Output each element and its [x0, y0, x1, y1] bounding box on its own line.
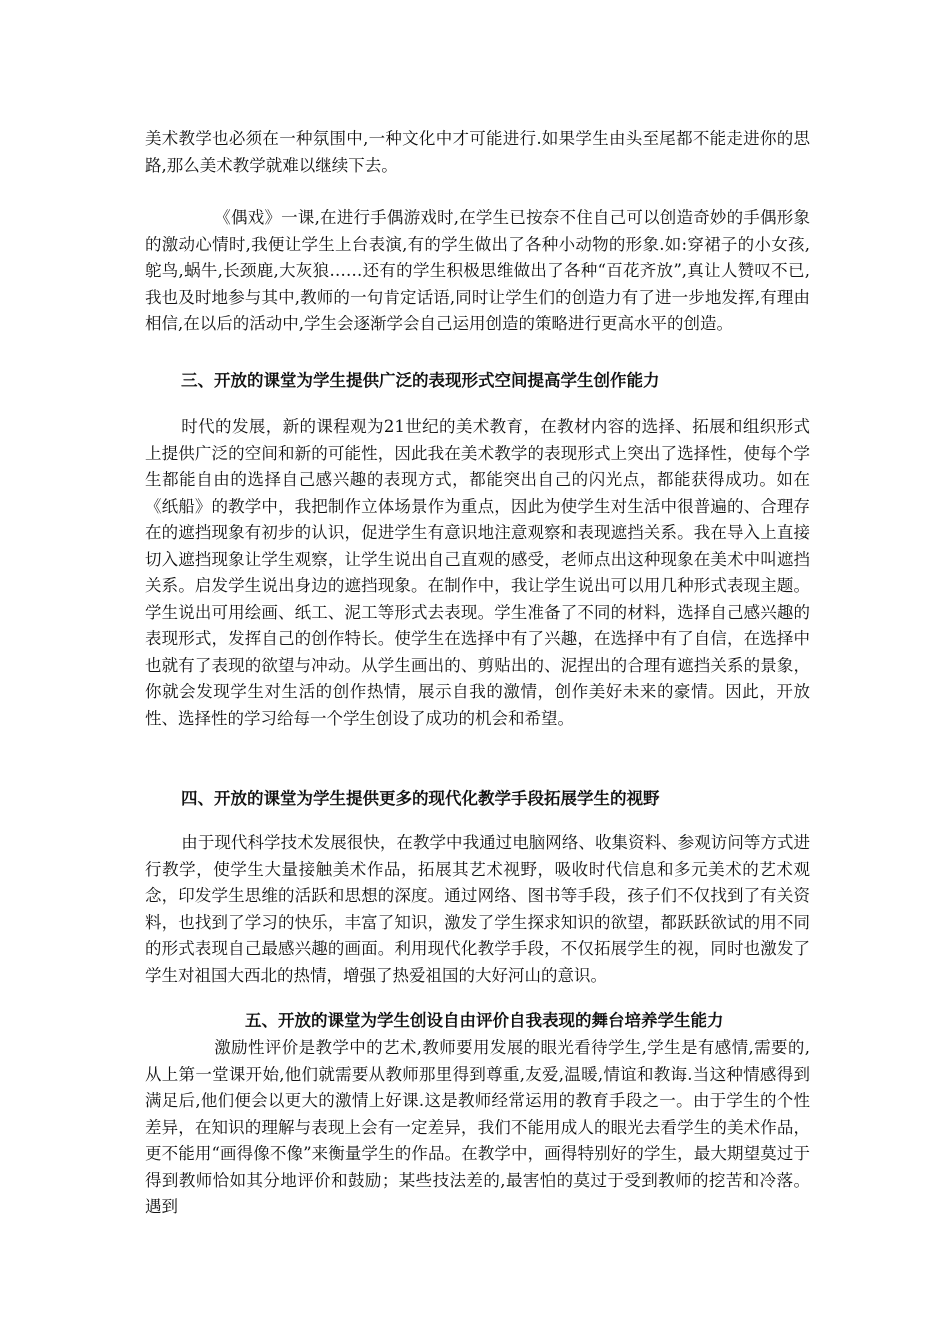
section-heading-4: 四、开放的课堂为学生提供更多的现代化教学手段拓展学生的视野: [181, 789, 660, 808]
paragraph-section-4: 由于现代科学技术发展很快，在教学中我通过电脑网络、收集资料、参观访问等方式进行教学，使学生大量接触美术作品，拓展其艺术视野，吸收时代信息和多元美术的艺术观念，印发学生思维的活跃和思想的深度。通过网络、图书等手段，孩子们不仅找到了有关资料，也找到了学习的快乐，丰富了知识，激发了学生探求知识的欲望，都跃跃欲试的用不同的形式表现自己最感兴趣的画面。利用现代化教学手段，不仅拓展学生的视，同时也激发了学生对祖国大西北的热情，增强了热爱祖国的大好河山的意识。: [145, 833, 810, 985]
section-heading-5: 五、开放的课堂为学生创设自由评价自我表现的舞台培养学生能力: [245, 1011, 724, 1030]
paragraph-section-5: 激励性评价是教学中的艺术,教师要用发展的眼光看待学生,学生是有感情,需要的,从上第一堂课开始,他们就需要从教师那里得到尊重,友爱,温暖,情谊和教诲.当这种情感得到满足后,他们便会以更大的激情上好课.这是教师经常运用的教育手段之一。由于学生的个性差异，在知识的理解与表现上会有一定差异，我们不能用成人的眼光去看学生的美术作品，更不能用“画得像不像”来衡量学生的作品。在教学中，画得特别好的学生，最大期望莫过于得到教师恰如其分地评价和鼓励；某些技法差的,最害怕的莫过于受到教师的挖苦和冷落。遇到: [145, 1038, 810, 1216]
paragraph-intro: 美术教学也必须在一种氛围中,一种文化中才可能进行.如果学生由头至尾都不能走进你的思路,那么美术教学就难以继续下去。: [145, 129, 810, 175]
paragraph-section-3: 时代的发展，新的课程观为21世纪的美术教育，在教材内容的选择、拓展和组织形式上提供广泛的空间和新的可能性，因此我在美术教学的表现形式上突出了选择性，使每个学生都能自由的选择自己感兴趣的表现方式，都能突出自己的闪光点，都能获得成功。如在《纸船》的教学中，我把制作立体场景作为重点，因此为使学生对生活中很普遍的、合理存在的遮挡现象有初步的认识，促进学生有意识地注意观察和表现遮挡关系。我在导入上直接切入遮挡现象让学生观察，让学生说出自己直观的感受，老师点出这种现象在美术中叫遮挡关系。启发学生说出身边的遮挡现象。在制作中，我让学生说出可以用几种形式表现主题。学生说出可用绘画、纸工、泥工等形式去表现。学生准备了不同的材料，选择自己感兴趣的表现形式，发挥自己的创作特长。使学生在选择中有了兴趣，在选择中有了自信，在选择中也就有了表现的欲望与冲动。从学生画出的、剪贴出的、泥捏出的合理有遮挡关系的景象，你就会发现学生对生活的创作热情，展示自我的激情，创作美好未来的豪情。因此，开放性、选择性的学习给每一个学生创设了成功的机会和希望。: [145, 417, 810, 728]
paragraph-ouxi: 《偶戏》一课,在进行手偶游戏时,在学生已按奈不住自己可以创造奇妙的手偶形象的激动心情时,我便让学生上台表演,有的学生做出了各种小动物的形象.如:穿裙子的小女孩,鸵鸟,蜗牛,长颈鹿,大灰狼……还有的学生积极思维做出了各种“百花齐放”,真让人赞叹不已,我也及时地参与其中,教师的一句肯定话语,同时让学生们的创造力有了进一步地发挥,有理由相信,在以后的活动中,学生会逐渐学会自己运用创造的策略进行更高水平的创造。: [145, 208, 810, 333]
section-heading-3: 三、开放的课堂为学生提供广泛的表现形式空间提高学生创作能力: [181, 371, 660, 390]
